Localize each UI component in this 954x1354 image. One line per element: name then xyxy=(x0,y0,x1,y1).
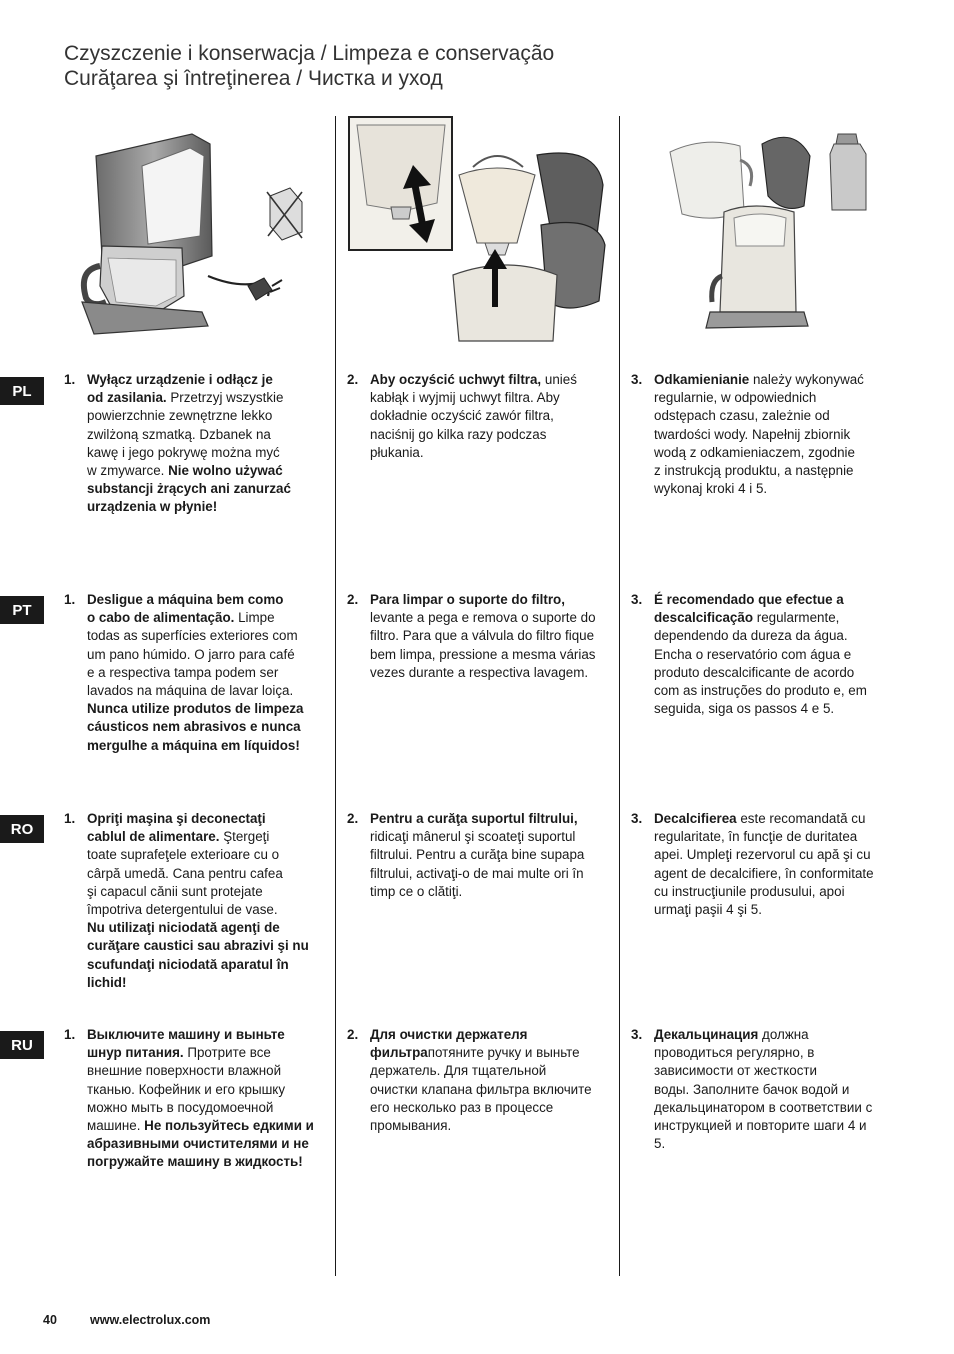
text-run: z instrukcją produktu, a następnie xyxy=(654,463,854,479)
text-line xyxy=(87,371,327,389)
bold-run: Pentru a curăţa suportul filtrului, xyxy=(370,811,578,826)
text-run: twardości wody. Napełnij zbiornik xyxy=(654,426,851,442)
text-line xyxy=(654,1081,894,1099)
step-number: 1. xyxy=(64,811,76,826)
no-immersion-icon xyxy=(267,188,302,240)
step-text xyxy=(654,591,894,718)
text-line xyxy=(654,591,894,609)
text-line xyxy=(654,371,894,389)
text-line xyxy=(370,1044,610,1062)
text-line xyxy=(87,865,327,883)
bold-run: Декальцинация xyxy=(654,1027,759,1042)
text-run: Przetrzyj wszystkie xyxy=(166,390,284,406)
text-run: Ştergeţi xyxy=(219,829,270,845)
step-number: 3. xyxy=(631,811,643,826)
website-link[interactable]: www.electrolux.com xyxy=(90,1313,211,1327)
text-line xyxy=(654,444,894,462)
text-line xyxy=(654,865,894,883)
text-line xyxy=(654,1135,894,1153)
text-line xyxy=(654,901,894,919)
text-line xyxy=(370,828,610,846)
bold-run: urządzenia w płynie! xyxy=(87,499,218,515)
step-number: 1. xyxy=(64,372,76,387)
text-line xyxy=(654,1062,894,1080)
step-text xyxy=(87,1026,327,1172)
text-run: apei. Umpleţi rezervorul cu apă şi cu xyxy=(654,847,871,863)
text-line xyxy=(654,664,894,682)
step-number: 2. xyxy=(347,1027,359,1042)
text-run: odstępach czasu, zależnie od xyxy=(654,408,830,424)
text-line xyxy=(87,609,327,627)
text-line xyxy=(370,1062,610,1080)
bold-run: É recomendado que efectue a xyxy=(654,592,844,607)
text-line xyxy=(370,1081,610,1099)
text-run: cârpă umedă. Cana pentru cafea xyxy=(87,865,283,881)
text-line xyxy=(654,700,894,718)
text-line xyxy=(654,1044,894,1062)
bold-run: Для очистки держателя xyxy=(370,1027,528,1042)
step-number: 2. xyxy=(347,592,359,607)
text-run: тканью. Кофейник и его крышку xyxy=(87,1081,286,1097)
bold-run: mergulhe a máquina em líquidos! xyxy=(87,737,300,753)
text-run: płukania. xyxy=(370,444,424,460)
page-number: 40 xyxy=(43,1313,57,1327)
text-line xyxy=(87,810,327,828)
language-tag-ro: RO xyxy=(0,815,44,843)
step-text xyxy=(370,371,610,462)
step-text xyxy=(654,371,894,498)
text-run: w zmywarce. xyxy=(87,463,169,479)
text-line xyxy=(87,846,327,864)
bold-run: Nunca utilize produtos de limpeza xyxy=(87,701,304,717)
text-line xyxy=(87,901,327,919)
text-line xyxy=(370,371,610,389)
text-run: împotriva detergentului de vase. xyxy=(87,902,278,918)
text-line xyxy=(370,444,610,462)
page-title-line-1: Czyszczenie i konserwacja / Limpeza e conservação xyxy=(64,42,555,65)
text-run: dokładnie oczyścić zawór filtra, xyxy=(370,408,554,424)
step-number: 3. xyxy=(631,1027,643,1042)
step-text xyxy=(654,810,894,919)
bold-run: o cabo de alimentação. xyxy=(87,610,235,626)
text-run: filtrului. Pentru a curăţa bine supapa xyxy=(370,847,585,863)
text-line xyxy=(87,956,327,974)
text-run: wodą z odkamieniaczem, zgodnie xyxy=(654,444,855,460)
text-line xyxy=(654,810,894,828)
text-run: filtrului, activaţi-o de mai multe ori în xyxy=(370,865,584,881)
bold-run: substancji żrących ani zanurzać xyxy=(87,481,291,497)
text-line xyxy=(370,1117,610,1135)
text-line xyxy=(87,974,327,992)
text-run: декальцинатором в соответствии с xyxy=(654,1099,873,1115)
text-run: dependendo da dureza da água. xyxy=(654,628,848,644)
text-line xyxy=(654,1117,894,1135)
text-line xyxy=(654,646,894,664)
text-line xyxy=(87,498,327,516)
text-line xyxy=(654,883,894,901)
text-run: его несколько раз в процессе xyxy=(370,1099,554,1115)
text-line xyxy=(87,737,327,755)
text-run: um pano húmido. O jarro para café xyxy=(87,646,295,662)
text-line xyxy=(370,846,610,864)
text-run: bem limpa, pressione a mesma várias xyxy=(370,646,596,662)
text-run: промывания. xyxy=(370,1118,452,1134)
text-line xyxy=(654,426,894,444)
text-run: можно мыть в посудомоечной xyxy=(87,1099,274,1115)
text-run: lavados na máquina de lavar loiça. xyxy=(87,683,294,699)
text-line xyxy=(87,1099,327,1117)
bold-run: Выключите машину и выньте xyxy=(87,1027,285,1042)
bold-run: Не пользуйтесь едкими и xyxy=(144,1118,314,1134)
text-line xyxy=(370,810,610,828)
text-run: kabłąk i wyjmij uchwyt filtra. Aby xyxy=(370,390,560,406)
bold-run: шнур питания. xyxy=(87,1045,184,1061)
language-tag-pl: PL xyxy=(0,377,44,405)
text-run: toate suprafeţele exterioare cu o xyxy=(87,847,280,863)
text-run: produto descalcificante de acordo xyxy=(654,664,855,680)
step-text xyxy=(370,1026,610,1135)
text-run: Протрите все xyxy=(183,1045,271,1061)
text-run: очистки клапана фильтра включите xyxy=(370,1081,592,1097)
text-line xyxy=(87,1135,327,1153)
text-line xyxy=(87,480,327,498)
text-line xyxy=(87,444,327,462)
text-line xyxy=(87,1026,327,1044)
text-run: Encha o reservatório com água e xyxy=(654,646,852,662)
bold-run: Odkamienianie xyxy=(654,372,750,387)
bold-run: абразивными очистителями и не xyxy=(87,1136,309,1152)
text-run: este recomandată cu xyxy=(736,811,866,826)
text-run: держатель. Для тщательной xyxy=(370,1063,547,1079)
step-number: 3. xyxy=(631,592,643,607)
text-line xyxy=(654,1026,894,1044)
bold-run: Para limpar o suporte do filtro, xyxy=(370,592,565,607)
text-line xyxy=(654,462,894,480)
text-line xyxy=(370,883,610,901)
bold-run: Nu utilizaţi niciodată agenţi de xyxy=(87,920,280,936)
text-run: 5. xyxy=(654,1136,666,1152)
text-line xyxy=(370,646,610,664)
text-line xyxy=(87,1081,327,1099)
text-run: filtro. Para que a válvula do filtro fique xyxy=(370,628,595,644)
column-divider xyxy=(619,116,620,1276)
text-run: levante a pega e remova o suporte do xyxy=(370,610,596,626)
text-line xyxy=(87,1062,327,1080)
text-line xyxy=(87,646,327,664)
language-tag-ru: RU xyxy=(0,1031,44,1059)
bold-run: Opriţi maşina şi deconectaţi xyxy=(87,811,266,826)
text-line xyxy=(654,682,894,700)
text-line xyxy=(87,591,327,609)
text-line xyxy=(87,700,327,718)
text-line xyxy=(654,480,894,498)
text-line xyxy=(370,389,610,407)
bold-run: od zasilania. xyxy=(87,390,167,406)
filter-holder-removal-illustration xyxy=(347,115,609,347)
bold-run: Wyłącz urządzenie i odłącz je xyxy=(87,372,273,387)
text-line xyxy=(87,718,327,736)
text-run: regularmente, xyxy=(753,610,840,626)
text-run: cu instrucţiunile produsului, apoi xyxy=(654,883,845,899)
step-text xyxy=(370,810,610,901)
step-number: 2. xyxy=(347,811,359,826)
step-number: 1. xyxy=(64,1027,76,1042)
text-run: машине. xyxy=(87,1118,145,1134)
text-line xyxy=(654,627,894,645)
bold-run: Decalcifierea xyxy=(654,811,737,826)
text-line xyxy=(654,407,894,425)
text-run: seguida, siga os passos 4 e 5. xyxy=(654,701,835,717)
bold-run: descalcificação xyxy=(654,610,754,626)
text-line xyxy=(370,1099,610,1117)
language-tag-pt: PT xyxy=(0,596,44,624)
text-run: regularitate, în funcţie de duritatea xyxy=(654,829,858,845)
text-line xyxy=(87,389,327,407)
text-line xyxy=(87,828,327,846)
coffee-maker-unplug-illustration xyxy=(72,126,322,346)
text-run: инструкцией и повторите шаги 4 и xyxy=(654,1118,867,1134)
bold-run: Desligue a máquina bem como xyxy=(87,592,284,607)
text-run: timp ce o clătiţi. xyxy=(370,883,463,899)
text-run: проводиться регулярно, в xyxy=(654,1045,815,1061)
text-line xyxy=(87,937,327,955)
text-line xyxy=(654,389,894,407)
text-line xyxy=(370,1026,610,1044)
text-run: vezes durante a respectiva lavagem. xyxy=(370,664,589,680)
bold-run: lichid! xyxy=(87,974,127,990)
bold-run: cablul de alimentare. xyxy=(87,829,220,845)
step-text xyxy=(87,810,327,992)
text-run: unieś xyxy=(541,372,577,387)
text-line xyxy=(370,627,610,645)
bold-run: Aby oczyścić uchwyt filtra, xyxy=(370,372,542,387)
text-run: воды. Заполните бачок водой и xyxy=(654,1081,850,1097)
text-run: wykonaj kroki 4 i 5. xyxy=(654,481,768,497)
text-line xyxy=(654,846,894,864)
bold-run: погружайте машину в жидкость! xyxy=(87,1154,303,1170)
text-run: потяните ручку и выньте xyxy=(427,1045,580,1061)
text-line xyxy=(370,591,610,609)
text-line xyxy=(654,828,894,846)
text-line xyxy=(87,462,327,480)
text-line xyxy=(370,407,610,425)
text-line xyxy=(370,426,610,444)
text-run: regularnie, w odpowiednich xyxy=(654,390,817,406)
text-run: ridicaţi mânerul şi scoateţi suportul xyxy=(370,829,576,845)
bold-run: cáusticos nem abrasivos e nunca xyxy=(87,719,301,735)
text-line xyxy=(87,407,327,425)
text-line xyxy=(87,426,327,444)
page-title-line-2: Curăţarea şi întreţinerea / Чистка и уход xyxy=(64,67,443,90)
step-number: 3. xyxy=(631,372,643,387)
text-line xyxy=(87,664,327,682)
step-text xyxy=(654,1026,894,1153)
text-run: e a respectiva tampa podem ser xyxy=(87,664,279,680)
text-run: должна xyxy=(758,1027,809,1042)
step-number: 1. xyxy=(64,592,76,607)
text-run: зависимости от жесткости xyxy=(654,1063,818,1079)
bold-run: Nie wolno używać xyxy=(168,463,283,479)
step-text xyxy=(370,591,610,682)
text-line xyxy=(370,609,610,627)
text-run: zwilżoną szmatką. Dzbanek na xyxy=(87,426,271,442)
text-run: należy wykonywać xyxy=(749,372,864,387)
text-run: urmaţi paşii 4 şi 5. xyxy=(654,902,762,918)
text-run: naciśnij go kilka razy podczas xyxy=(370,426,547,442)
column-divider xyxy=(335,116,336,1276)
step-text xyxy=(87,591,327,755)
text-run: com as instruções do produto e, em xyxy=(654,683,867,699)
text-line xyxy=(87,682,327,700)
text-line xyxy=(87,919,327,937)
bold-run: curăţare caustici sau abrazivi şi nu xyxy=(87,938,309,954)
text-line xyxy=(87,1044,327,1062)
text-line xyxy=(87,883,327,901)
text-line xyxy=(87,1153,327,1171)
text-run: Limpe xyxy=(234,610,275,626)
bold-run: scufundaţi niciodată aparatul în xyxy=(87,956,289,972)
text-run: внешние поверхности влажной xyxy=(87,1063,282,1079)
text-line xyxy=(654,609,894,627)
text-line xyxy=(87,627,327,645)
text-line xyxy=(370,865,610,883)
text-line xyxy=(654,1099,894,1117)
text-run: agent de decalcifiere, în conformitate xyxy=(654,865,874,881)
descaling-illustration xyxy=(664,126,884,344)
text-run: şi capacul cănii sunt protejate xyxy=(87,883,263,899)
text-line xyxy=(87,1117,327,1135)
step-text xyxy=(87,371,327,517)
step-number: 2. xyxy=(347,372,359,387)
text-run: kawę i jego pokrywę można myć xyxy=(87,444,280,460)
text-run: todas as superfícies exteriores com xyxy=(87,628,298,644)
text-line xyxy=(370,664,610,682)
text-run: powierzchnie zewnętrzne lekko xyxy=(87,408,273,424)
bold-run: фильтра xyxy=(370,1045,428,1061)
